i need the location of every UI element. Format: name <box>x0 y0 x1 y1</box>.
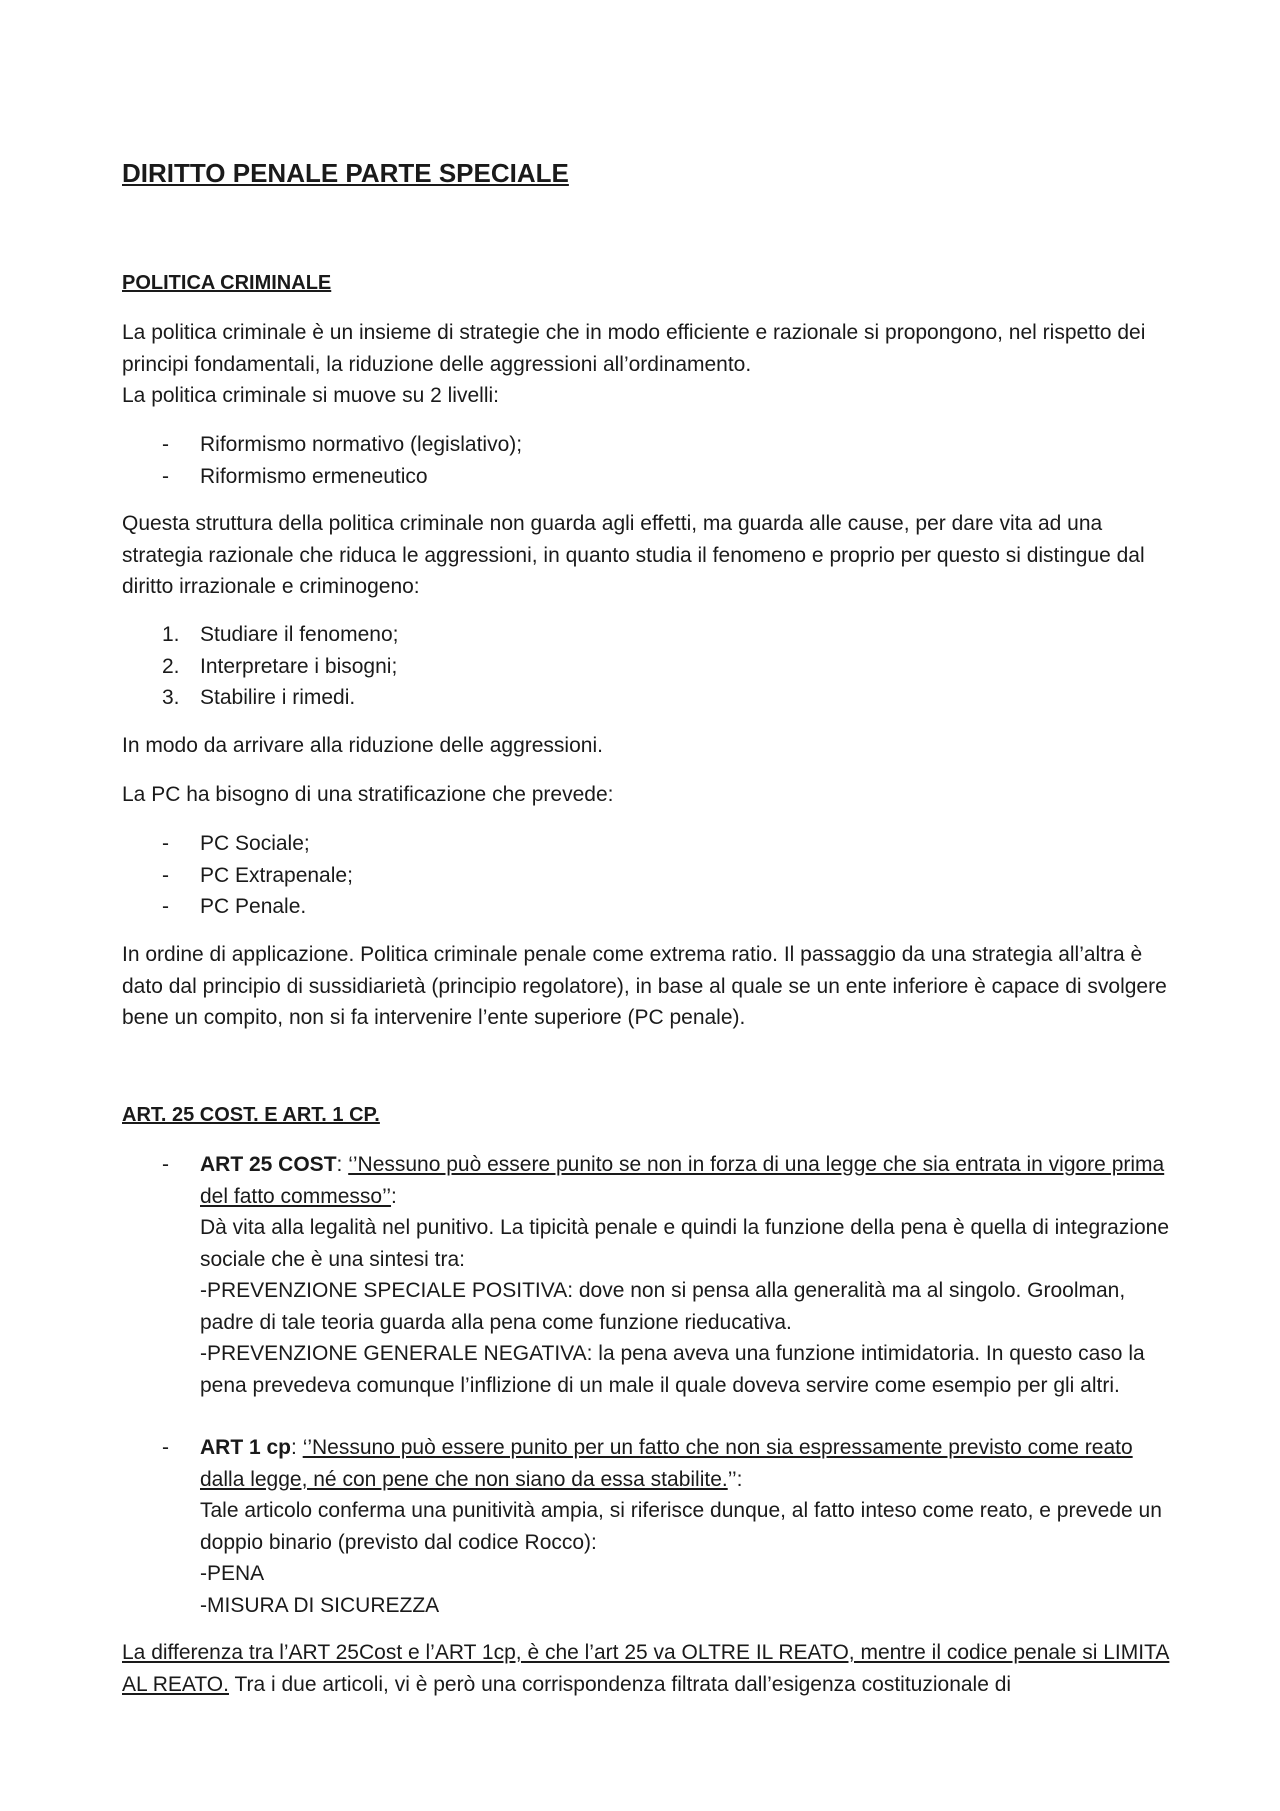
levels-list <box>122 429 1172 492</box>
difference-underlined: La differenza tra l’ART 25Cost e l’ART 1cp, è che l’art 25 va OLTRE IL REATO, mentre il codice penale si LIMITA AL REATO. <box>122 1641 1170 1696</box>
dash-marker: - <box>162 1436 169 1459</box>
art-25-prevention-special: -PREVENZIONE SPECIALE POSITIVA: dove non si pensa alla generalità ma al singolo. Groolman, padre di tale teoria guarda alla pena come funzione rieducativa. <box>200 1279 1126 1334</box>
art-25-label: ART 25 COST <box>200 1153 337 1176</box>
steps-list <box>122 619 1172 714</box>
art-1-pena: -PENA <box>200 1562 265 1585</box>
dash-marker: - <box>162 464 169 488</box>
difference-rest: Tra i due articoli, vi è però una corrispondenza filtrata dall’esigenza costituzionale di <box>228 1672 1012 1696</box>
paragraph-subsidiarity: In ordine di applicazione. Politica criminale penale come extrema ratio. Il passaggio da una strategia all’altra è dato dal principio di sussidiarietà (principio regolatore), in base al quale se un ente inferiore è capace di svolgere bene un compito, non si fa intervenire l’ente superiore (PC penale). <box>122 943 1167 1029</box>
list-item: - Riformismo ermeneutico <box>122 461 1172 493</box>
dash-marker: - <box>162 863 169 887</box>
dash-marker: - <box>162 895 169 918</box>
paragraph-structure: Questa struttura della politica criminale non guarda agli effetti, ma guarda alle cause, per dare vita ad una strategia razionale che riduca le aggressioni, in quanto studia il fenomeno e proprio per questo si distingue dal diritto irrazionale e criminogeno: <box>122 512 1145 598</box>
art-1-text: Tale articolo conferma una punitività ampia, si riferisce dunque, al fatto inteso come reato, e prevede un doppio binario (previsto dal codice Rocco): <box>200 1499 1162 1554</box>
art-25-prevention-general: -PREVENZIONE GENERALE NEGATIVA: la pena aveva una funzione intimidatoria. In questo caso la pena prevedeva comunque l’inflizione di un male il quale doveva servire come esempio per gli altri. <box>200 1342 1145 1397</box>
list-item: 2. Interpretare i bisogni; <box>162 654 398 678</box>
list-item: 3. Stabilire i rimedi. <box>162 686 356 709</box>
heading-art-25-art-1: ART. 25 COST. E ART. 1 CP. <box>122 1104 380 1126</box>
dash-marker: - <box>162 832 169 855</box>
paragraph-levels-intro: La politica criminale si muove su 2 livelli: <box>122 384 499 407</box>
paragraph-stratification: La PC ha bisogno di una stratificazione che prevede: <box>122 783 614 806</box>
document-title: DIRITTO PENALE PARTE SPECIALE <box>122 158 569 188</box>
list-item: - Riformismo normativo (legislativo); <box>122 429 1172 461</box>
list-item: 1. Studiare il fenomeno; <box>162 623 399 646</box>
paragraph-definition <box>122 317 1172 412</box>
heading-politica-criminale: POLITICA CRIMINALE <box>122 272 332 294</box>
paragraph-definition-text: La politica criminale è un insieme di strategie che in modo efficiente e razionale si propongono, nel rispetto dei principi fondamentali, la riduzione delle aggressioni all’ordinamento. <box>122 321 1146 376</box>
list-item: - PC Sociale; <box>122 828 1172 860</box>
dash-marker: - <box>162 433 169 456</box>
art-1-misura: -MISURA DI SICUREZZA <box>200 1593 440 1617</box>
list-item: - PC Extrapenale; <box>122 860 1172 892</box>
paragraph-reduction: In modo da arrivare alla riduzione delle aggressioni. <box>122 734 603 757</box>
art-25-text: Dà vita alla legalità nel punitivo. La tipicità penale e quindi la funzione della pena è quella di integrazione sociale che è una sintesi tra: <box>200 1216 1170 1271</box>
art-25-item: - ART 25 COST: ‘’Nessuno può essere punito se non in forza di una legge che sia entrata in vigore prima del fatto commesso’’: Dà vita alla legalità nel punitivo. La tipicità penale e quindi la funzione della pena è quella di integrazione sociale che è una sintesi tra: -PREVENZIONE SPECIALE POSITIVA: dove non si pensa alla generalità ma al singolo. Groolman, padre di tale teoria guarda alla pena come funzione rieducativa. -PREVENZIONE GENERALE NEGATIVA: la pena aveva una funzione intimidatoria. In questo caso la pena prevedeva comunque l’inflizione di un male il quale doveva servire come esempio per gli altri. <box>122 1149 1178 1401</box>
list-item: - PC Penale. <box>122 891 1172 923</box>
strata-list <box>122 828 1172 923</box>
dash-marker: - <box>162 1153 169 1176</box>
paragraph-difference <box>122 1637 1172 1700</box>
art-1-quote: ‘’Nessuno può essere punito per un fatto che non sia espressamente previsto come reato dalla legge, né con pene che non siano da essa stabilite. <box>200 1436 1133 1491</box>
art-1-label: ART 1 cp <box>200 1436 292 1459</box>
art-25-quote: ‘’Nessuno può essere punito se non in forza di una legge che sia entrata in vigore prima del fatto commesso’’ <box>200 1153 1165 1208</box>
art-1-item: - ART 1 cp: ‘’Nessuno può essere punito per un fatto che non sia espressamente previsto come reato dalla legge, né con pene che non siano da essa stabilite.’’: Tale articolo conferma una punitività ampia, si riferisce dunque, al fatto inteso come reato, e prevede un doppio binario (previsto dal codice Rocco): -PENA -MISURA DI SICUREZZA <box>122 1432 1178 1621</box>
